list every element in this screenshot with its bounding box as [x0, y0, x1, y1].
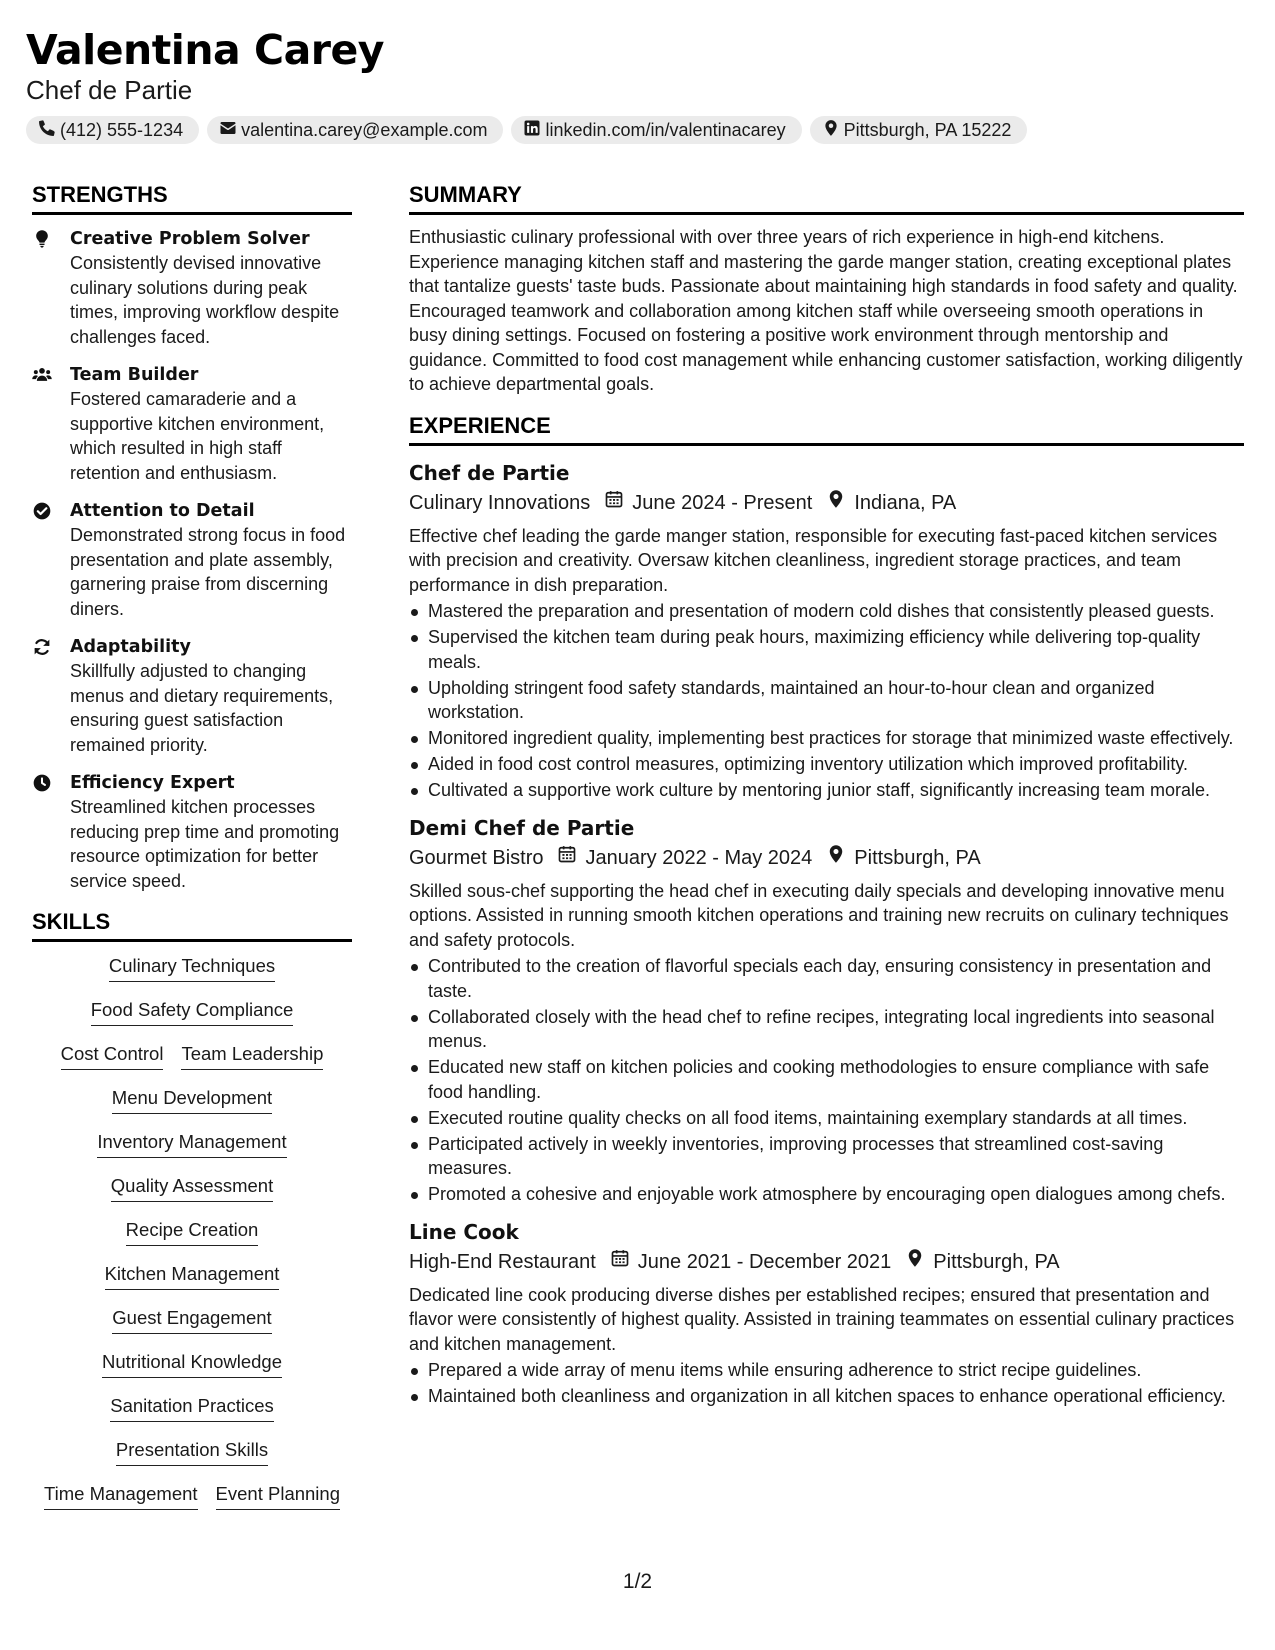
map-pin-icon: [822, 119, 840, 142]
right-column: [409, 180, 1244, 1419]
strength-title: Attention to Detail: [70, 501, 255, 521]
job-bullets: [409, 954, 1244, 1207]
strength-title: Efficiency Expert: [70, 773, 235, 793]
map-pin-icon: [812, 843, 854, 873]
job-dates: June 2021 - December 2021: [637, 1250, 892, 1273]
skill-tag: Event Planning: [216, 1482, 340, 1510]
summary-heading: SUMMARY: [409, 180, 1244, 215]
job-entry: [409, 813, 1244, 1207]
strength-item: [32, 635, 352, 757]
skill-tag: Team Leadership: [181, 1042, 323, 1070]
contact-phone: [26, 116, 199, 144]
job-company: Gourmet Bistro: [409, 846, 544, 869]
contact-bar: [26, 116, 1246, 144]
job-location: Indiana, PA: [854, 491, 957, 514]
list-item: Maintained both cleanliness and organization in all kitchen spaces to enhance operational efficiency.: [409, 1384, 1244, 1409]
job-location: Pittsburgh, PA: [933, 1250, 1060, 1273]
list-item: Aided in food cost control measures, optimizing inventory utilization which improved profitability.: [409, 752, 1244, 777]
job-meta: [409, 1247, 1244, 1277]
strength-item: [32, 771, 352, 893]
skill-tag: Quality Assessment: [111, 1174, 273, 1202]
contact-phone-text: (412) 555-1234: [60, 119, 184, 140]
job-bullets: [409, 1358, 1244, 1409]
strength-description: Fostered camaraderie and a supportive kitchen environment, which resulted in high staff retention and enthusiasm.: [70, 389, 325, 483]
skill-tag: Guest Engagement: [112, 1306, 271, 1334]
strength-item: [32, 363, 352, 485]
list-item: Educated new staff on kitchen policies and cooking methodologies to ensure compliance with safe food handling.: [409, 1055, 1244, 1104]
job-description: Skilled sous-chef supporting the head chef in executing daily specials and developing innovative menu options. Assisted in running smooth kitchen operations and training new recruits on culinary techniques and safety protocols.: [409, 880, 1229, 950]
list-item: Executed routine quality checks on all food items, maintaining exemplary standards at all times.: [409, 1106, 1244, 1131]
experience-heading: EXPERIENCE: [409, 411, 1244, 446]
strength-item: [32, 499, 352, 621]
skill-tag: Inventory Management: [97, 1130, 286, 1158]
strength-title: Creative Problem Solver: [70, 229, 310, 249]
strength-title: Adaptability: [70, 637, 191, 657]
strength-description: Demonstrated strong focus in food presentation and plate assembly, garnering praise from discerning diners.: [70, 525, 346, 619]
list-item: Monitored ingredient quality, implementing best practices for storage that minimized waste effectively.: [409, 726, 1244, 751]
job-meta: [409, 843, 1244, 873]
job-title: Demi Chef de Partie: [409, 815, 635, 840]
left-column: [32, 180, 352, 1526]
list-item: Contributed to the creation of flavorful specials each day, ensuring consistency in presentation and taste.: [409, 954, 1244, 1003]
skills-list: [32, 954, 352, 1526]
phone-icon: [38, 119, 56, 142]
contact-location: [810, 116, 1028, 144]
job-bullets: [409, 599, 1244, 803]
contact-location-text: Pittsburgh, PA 15222: [843, 119, 1012, 140]
skill-tag: Presentation Skills: [116, 1438, 268, 1466]
job-location: Pittsburgh, PA: [854, 846, 981, 869]
skill-tag: Food Safety Compliance: [91, 998, 294, 1026]
job-title: Line Cook: [409, 1219, 519, 1244]
candidate-name: Valentina Carey: [26, 26, 384, 74]
list-item: Promoted a cohesive and enjoyable work atmosphere by encouraging open dialogues among chefs.: [409, 1182, 1244, 1207]
check-circle-icon: [32, 499, 70, 621]
job-dates: June 2024 - Present: [632, 491, 813, 514]
strength-title: Team Builder: [70, 365, 199, 385]
list-item: Collaborated closely with the head chef to refine recipes, integrating local ingredients into seasonal menus.: [409, 1005, 1244, 1054]
linkedin-icon: [523, 119, 541, 142]
list-item: Prepared a wide array of menu items while ensuring adherence to strict recipe guidelines.: [409, 1358, 1244, 1383]
calendar-icon: [596, 1247, 638, 1277]
lightbulb-icon: [32, 227, 70, 349]
strength-description: Skillfully adjusted to changing menus and dietary requirements, ensuring guest satisfaction remained priority.: [70, 661, 334, 755]
list-item: Cultivated a supportive work culture by mentoring junior staff, significantly increasing team morale.: [409, 778, 1244, 803]
job-company: Culinary Innovations: [409, 491, 591, 514]
strength-item: [32, 227, 352, 349]
map-pin-icon: [812, 488, 854, 518]
users-icon: [32, 363, 70, 485]
strength-description: Streamlined kitchen processes reducing prep time and promoting resource optimization for better service speed.: [70, 797, 340, 891]
skill-tag: Menu Development: [112, 1086, 272, 1114]
job-dates: January 2022 - May 2024: [585, 846, 813, 869]
skills-heading: SKILLS: [32, 907, 352, 942]
map-pin-icon: [891, 1247, 933, 1277]
contact-email-text: valentina.carey@example.com: [241, 119, 488, 140]
skill-tag: Sanitation Practices: [110, 1394, 274, 1422]
list-item: Mastered the preparation and presentation of modern cold dishes that consistently pleased guests.: [409, 599, 1244, 624]
list-item: Upholding stringent food safety standards, maintained an hour-to-hour clean and organized workstation.: [409, 676, 1244, 725]
skill-tag: Nutritional Knowledge: [102, 1350, 282, 1378]
job-company: High-End Restaurant: [409, 1250, 596, 1273]
resume-header: [26, 24, 1246, 144]
strength-description: Consistently devised innovative culinary solutions during peak times, improving workflow despite challenges faced.: [70, 253, 340, 347]
job-description: Effective chef leading the garde manger station, responsible for executing fast-paced kitchen services with precision and creativity. Oversaw kitchen cleanliness, ingredient storage practices, and team performance in dish preparation.: [409, 525, 1218, 595]
skill-tag: Culinary Techniques: [109, 954, 275, 982]
page-number: 1/2: [622, 1570, 653, 1593]
skill-tag: Cost Control: [61, 1042, 164, 1070]
strengths-heading: STRENGTHS: [32, 180, 352, 215]
list-item: Supervised the kitchen team during peak hours, maximizing efficiency while delivering top-quality meals.: [409, 625, 1244, 674]
clock-icon: [32, 771, 70, 893]
job-title: Chef de Partie: [409, 460, 570, 485]
sync-icon: [32, 635, 70, 757]
envelope-icon: [219, 119, 237, 142]
job-description: Dedicated line cook producing diverse dishes per established recipes; ensured that presentation and flavor were consistently of highest quality. Assisted in training teammates on essential culinary practices and kitchen management.: [409, 1284, 1235, 1354]
job-entry: [409, 1217, 1244, 1409]
skill-tag: Recipe Creation: [126, 1218, 259, 1246]
contact-email[interactable]: [207, 116, 503, 144]
calendar-icon: [543, 843, 585, 873]
contact-linkedin[interactable]: [511, 116, 801, 144]
calendar-icon: [590, 488, 632, 518]
contact-linkedin-text: linkedin.com/in/valentinacarey: [545, 119, 786, 140]
skill-tag: Time Management: [44, 1482, 198, 1510]
summary-text: Enthusiastic culinary professional with over three years of rich experience in high-end kitchens. Experience managing kitchen staff and mastering the garde manger station, creating exceptional plates that tantalize guests' taste buds. Passionate about maintaining high standards in food safety and quality. Encouraged teamwork and collaboration among kitchen staff while overseeing smooth operations in busy dining settings. Focused on fostering a positive work environment through mentorship and guidance. Committed to food cost management while enhancing customer satisfaction, working diligently to achieve departmental goals.: [409, 227, 1243, 394]
job-meta: [409, 488, 1244, 518]
job-entry: [409, 458, 1244, 803]
skill-tag: Kitchen Management: [105, 1262, 280, 1290]
list-item: Participated actively in weekly inventories, improving processes that streamlined cost-saving measures.: [409, 1132, 1244, 1181]
candidate-role: Chef de Partie: [26, 75, 193, 105]
